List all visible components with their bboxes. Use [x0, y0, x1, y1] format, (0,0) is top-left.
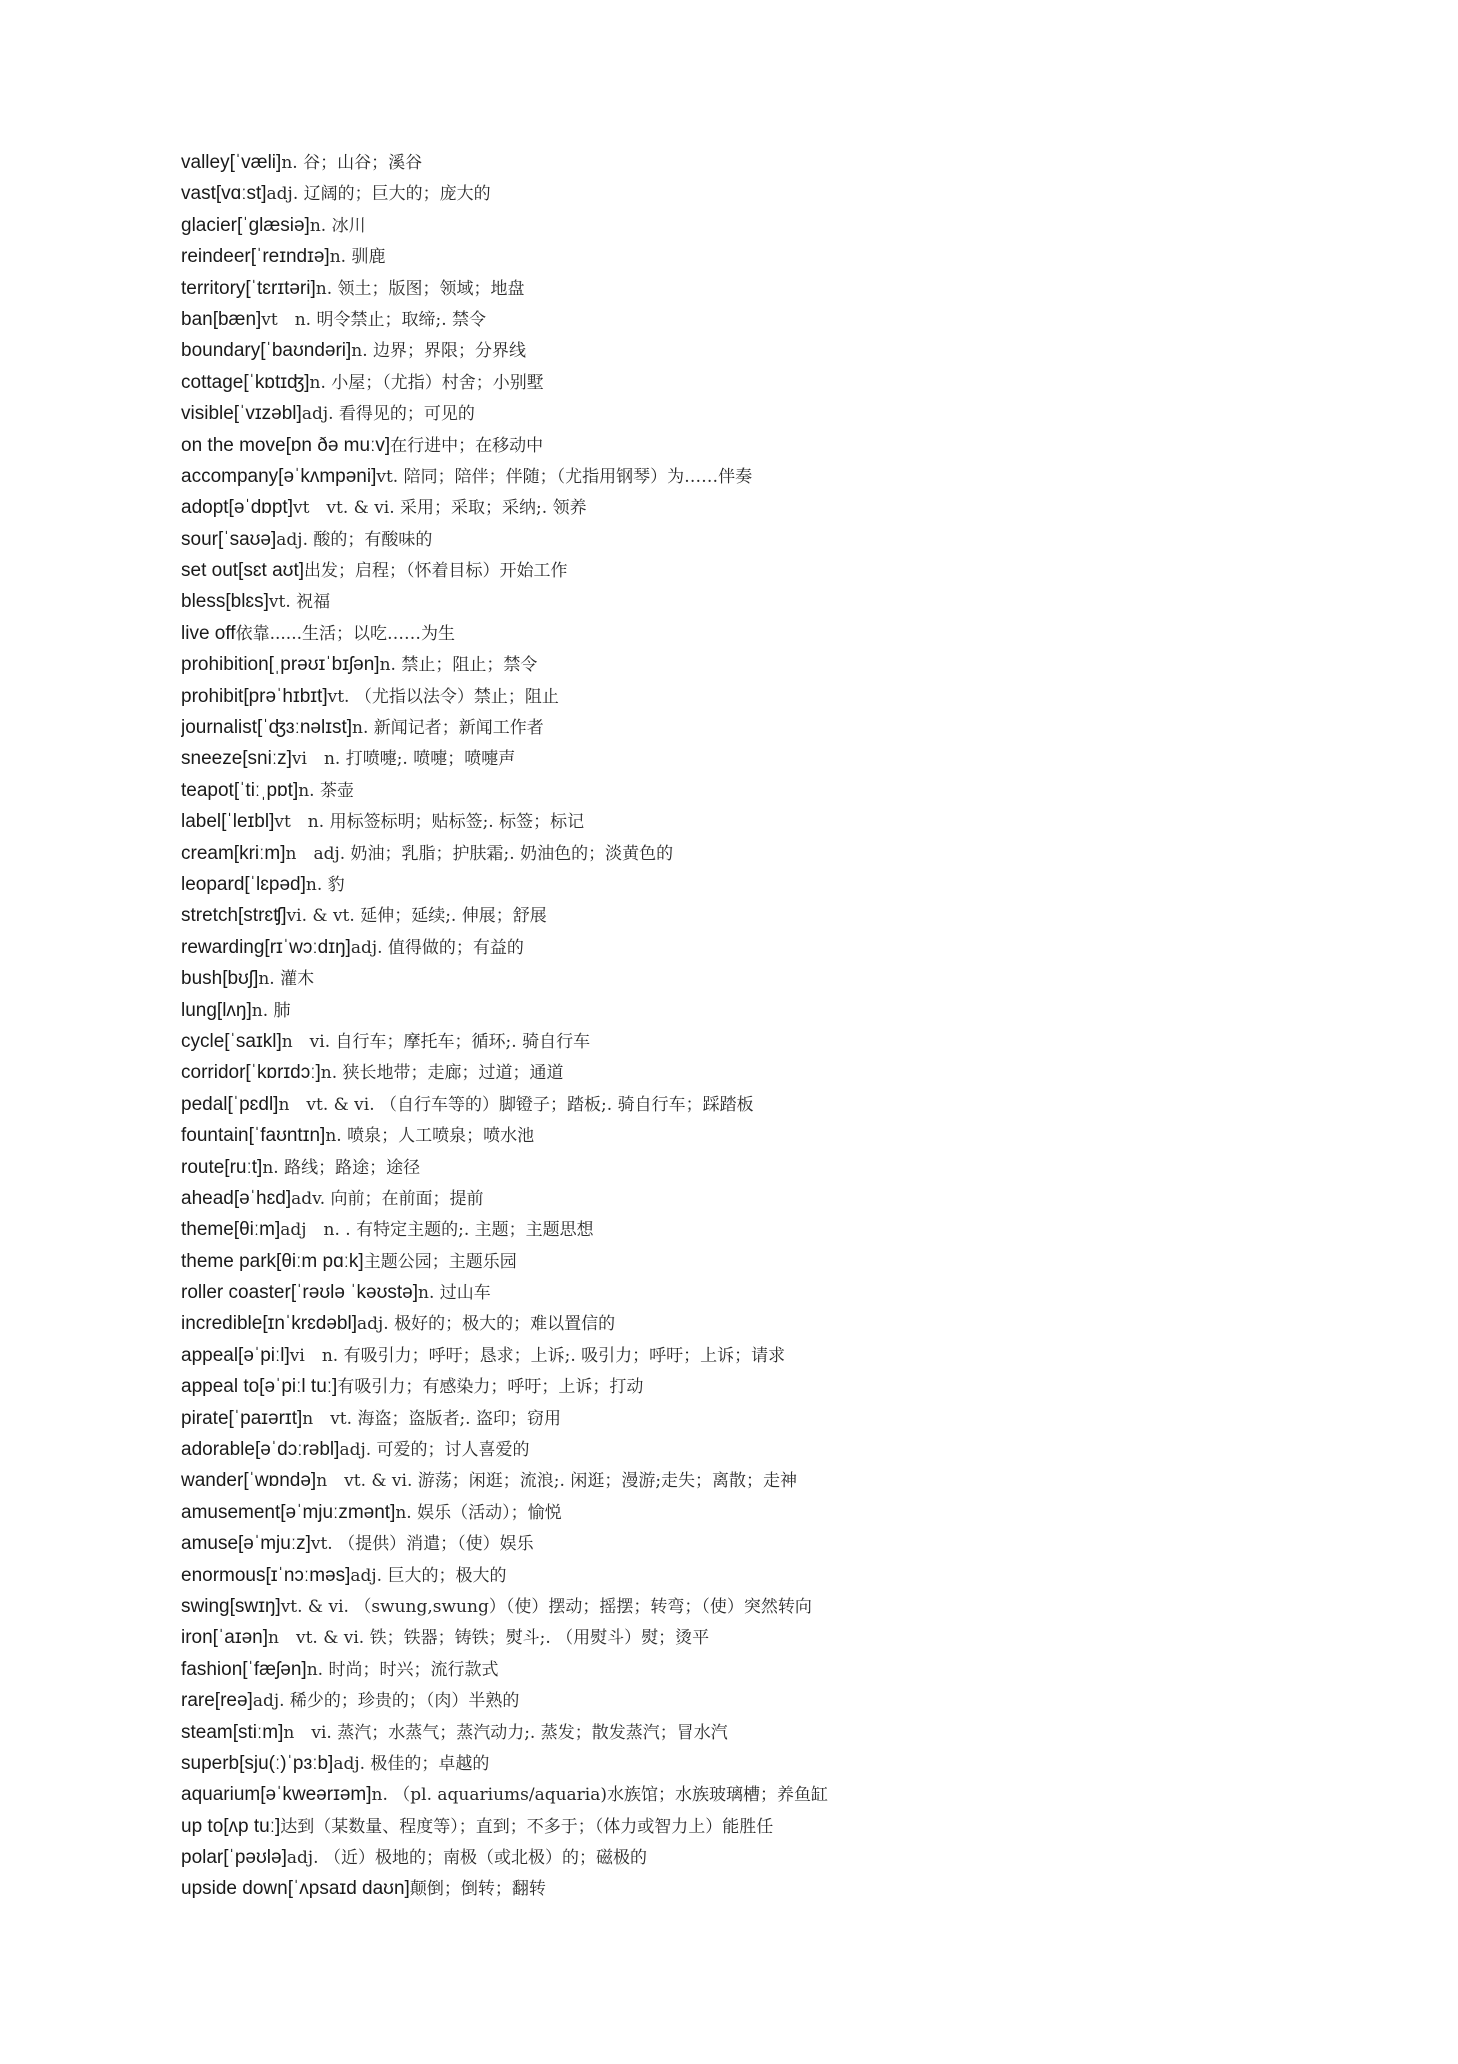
entry-definition: n. 边界；界限；分界线: [351, 341, 527, 362]
entry-term: lung[lʌŋ]: [181, 999, 252, 1021]
entry-term: sneeze[sniːz]: [181, 748, 292, 770]
entry-definition: n adj. 奶油；乳脂；护肤霜;. 奶油色的；淡黄色的: [285, 843, 674, 864]
entry-term: cream[kriːm]: [181, 842, 286, 864]
vocabulary-entry: [181, 681, 1341, 712]
entry-term: accompany[əˈkʌmpəni]: [181, 465, 377, 487]
entry-definition: n. 小屋；（尤指）村舍；小别墅: [309, 372, 544, 393]
entry-term: territory[ˈtɛrɪtəri]: [181, 277, 316, 299]
vocabulary-entry: [181, 1277, 1341, 1308]
entry-term: route[ruːt]: [181, 1156, 263, 1178]
vocabulary-entry: [181, 273, 1341, 304]
entry-term: pedal[ˈpɛdl]: [181, 1093, 279, 1115]
entry-definition: 依靠......生活；以吃……为生: [235, 623, 456, 644]
vocabulary-entry: [181, 1717, 1341, 1748]
entry-term: adorable[əˈdɔːrəbl]: [181, 1439, 340, 1461]
vocabulary-entry: [181, 1842, 1341, 1873]
entry-term: rewarding[rɪˈwɔːdɪŋ]: [181, 936, 351, 958]
entry-definition: vt. & vi. （swung,swung）（使）摆动；摇摆；转弯；（使）突然转向: [280, 1596, 812, 1617]
vocabulary-entry: [181, 1152, 1341, 1183]
entry-term: amusement[əˈmjuːzmənt]: [181, 1501, 396, 1523]
entry-term: rare[reə]: [181, 1690, 253, 1712]
vocabulary-entry: [181, 1026, 1341, 1057]
entry-definition: n. 茶壶: [298, 780, 354, 801]
entry-definition: vt. 祝福: [268, 592, 331, 613]
entry-definition: n. 驯鹿: [329, 247, 386, 268]
vocabulary-entry: [181, 555, 1341, 586]
entry-term: set out[sɛt aʊt]: [181, 560, 305, 582]
entry-term: adopt[əˈdɒpt]: [181, 497, 293, 519]
vocabulary-entry: [181, 1654, 1341, 1685]
entry-definition: vt n. 明令禁止；取缔;. 禁令: [261, 309, 487, 330]
entry-term: leopard[ˈlɛpəd]: [181, 873, 306, 895]
entry-term: upside down[ˈʌpsaɪd daʊn]: [181, 1878, 410, 1900]
entry-definition: n vt. & vi. 游荡；闲逛；流浪;. 闲逛；漫游;走失；离散；走神: [316, 1471, 798, 1492]
entry-definition: vt. 陪同；陪伴；伴随；（尤指用钢琴）为……伴奏: [376, 466, 753, 487]
entry-definition: n. 谷；山谷；溪谷: [281, 153, 423, 173]
vocabulary-entry: [181, 492, 1341, 523]
entry-definition: n. 肺: [251, 1000, 291, 1021]
entry-definition: vt vt. & vi. 采用；采取；采纳;. 领养: [292, 498, 587, 519]
entry-term: swing[swɪŋ]: [181, 1595, 281, 1617]
entry-term: bush[bʊʃ]: [181, 968, 259, 990]
entry-definition: adv. 向前；在前面；提前: [291, 1188, 484, 1209]
vocabulary-entry: [181, 869, 1341, 900]
entry-definition: adj n. . 有特定主题的;. 主题；主题思想: [280, 1220, 594, 1241]
vocabulary-entry: [181, 618, 1341, 649]
entry-definition: n vt. & vi. （自行车等的）脚镫子；踏板;. 骑自行车；踩踏板: [278, 1094, 754, 1115]
entry-definition: n. 新闻记者；新闻工作者: [352, 718, 544, 739]
entry-term: aquarium[əˈkweərɪəm]: [181, 1784, 372, 1806]
entry-definition: n. 时尚；时兴；流行款式: [306, 1659, 499, 1680]
vocabulary-entry: [181, 1811, 1341, 1842]
entry-definition: n. 领土；版图；领域；地盘: [315, 278, 525, 299]
vocabulary-entry: [181, 178, 1341, 209]
vocabulary-entry: [181, 210, 1341, 241]
entry-term: theme[θiːm]: [181, 1219, 281, 1241]
entry-term: journalist[ˈʤɜːnəlɪst]: [181, 717, 353, 739]
entry-definition: n. 路线；路途；途径: [262, 1157, 421, 1178]
entry-term: label[ˈleɪbl]: [181, 811, 275, 833]
vocabulary-entry: [181, 1748, 1341, 1779]
entry-definition: 在行进中；在移动中: [390, 435, 544, 456]
vocabulary-entry: [181, 1685, 1341, 1716]
entry-term: prohibition[ˌprəʊɪˈbɪʃən]: [181, 654, 380, 676]
vocabulary-entry: [181, 430, 1341, 461]
entry-term: reindeer[ˈreɪndɪə]: [181, 246, 330, 268]
vocabulary-entry: [181, 147, 1341, 178]
entry-term: prohibit[prəˈhɪbɪt]: [181, 685, 328, 707]
entry-definition: vi. & vt. 延伸；延续;. 伸展；舒展: [286, 906, 547, 927]
vocabulary-entry: [181, 1434, 1341, 1465]
vocabulary-entry: [181, 304, 1341, 335]
entry-term: enormous[ɪˈnɔːməs]: [181, 1564, 351, 1586]
vocabulary-entry: [181, 1371, 1341, 1402]
vocabulary-entry: [181, 241, 1341, 272]
vocabulary-entry: [181, 1873, 1341, 1904]
entry-definition: 出发；启程；（怀着目标）开始工作: [304, 561, 568, 582]
vocabulary-entry: [181, 712, 1341, 743]
entry-definition: 主题公园；主题乐园: [363, 1251, 517, 1272]
entry-term: visible[ˈvɪzəbl]: [181, 403, 302, 425]
vocabulary-entry: [181, 524, 1341, 555]
vocabulary-entry: [181, 586, 1341, 617]
vocabulary-entry: [181, 649, 1341, 680]
entry-definition: adj. 值得做的；有益的: [350, 937, 524, 958]
entry-definition: n. 灌木: [258, 969, 315, 990]
entry-definition: adj. （近）极地的；南极（或北极）的；磁极的: [286, 1848, 647, 1869]
entry-definition: adj. 巨大的；极大的: [350, 1565, 507, 1586]
entry-term: appeal[əˈpiːl]: [181, 1344, 290, 1366]
entry-definition: n vi. 自行车；摩托车；循环;. 骑自行车: [281, 1031, 591, 1052]
entry-definition: vi n. 打喷嚏;. 喷嚏；喷嚏声: [291, 749, 516, 770]
entry-definition: adj. 可爱的；讨人喜爱的: [339, 1440, 530, 1461]
entry-term: superb[sju(ː)ˈpɜːb]: [181, 1752, 334, 1774]
entry-term: pirate[ˈpaɪərɪt]: [181, 1407, 303, 1429]
vocabulary-entry: [181, 461, 1341, 492]
vocabulary-entry: [181, 743, 1341, 774]
entry-term: on the move[ɒn ðə muːv]: [181, 434, 391, 456]
entry-definition: vt. （提供）消遣；（使）娱乐: [310, 1534, 534, 1555]
entry-definition: adj. 极佳的；卓越的: [333, 1753, 490, 1774]
entry-term: glacier[ˈglæsiə]: [181, 214, 310, 236]
entry-definition: n. （pl. aquariums/aquaria)水族馆；水族玻璃槽；养鱼缸: [371, 1785, 829, 1806]
vocabulary-entry: [181, 775, 1341, 806]
vocabulary-entry: [181, 1622, 1341, 1653]
vocabulary-entry: [181, 1089, 1341, 1120]
entry-definition: n. 狭长地带；走廊；过道；通道: [320, 1063, 564, 1084]
vocabulary-entry: [181, 367, 1341, 398]
entry-definition: vi n. 有吸引力；呼吁；恳求；上诉;. 吸引力；呼吁；上诉；请求: [289, 1345, 786, 1366]
entry-term: iron[ˈaɪən]: [181, 1627, 269, 1649]
entry-term: cottage[ˈkɒtɪʤ]: [181, 371, 310, 393]
vocabulary-entry: [181, 1120, 1341, 1151]
entry-definition: adj. 酸的；有酸味的: [276, 529, 433, 550]
entry-term: stretch[strɛʧ]: [181, 905, 287, 927]
entry-definition: n. 娱乐（活动）；愉悦: [395, 1502, 562, 1523]
entry-term: corridor[ˈkɒrɪdɔː]: [181, 1062, 321, 1084]
entry-definition: n. 冰川: [309, 215, 366, 236]
entry-definition: n. 喷泉；人工喷泉；喷水池: [325, 1126, 535, 1147]
entry-definition: vt. （尤指以法令）禁止；阻止: [327, 686, 559, 707]
entry-term: theme park[θiːm pɑːk]: [181, 1250, 364, 1272]
entry-term: bless[blɛs]: [181, 591, 269, 613]
entry-definition: 颠倒；倒转；翻转: [409, 1879, 546, 1900]
entry-term: incredible[ɪnˈkrɛdəbl]: [181, 1313, 358, 1335]
entry-term: valley[ˈvæli]: [181, 152, 282, 173]
entry-term: boundary[ˈbaʊndəri]: [181, 340, 352, 362]
vocabulary-entry: [181, 1465, 1341, 1496]
entry-term: teapot[ˈtiːˌpɒt]: [181, 779, 299, 801]
vocabulary-entry: [181, 1246, 1341, 1277]
entry-term: polar[ˈpəʊlə]: [181, 1847, 287, 1869]
entry-definition: 达到（某数量、程度等）；直到；不多于；（体力或智力上）能胜任: [280, 1816, 774, 1837]
entry-term: vast[vɑːst]: [181, 183, 267, 205]
vocabulary-entry: [181, 1560, 1341, 1591]
vocabulary-entry: [181, 1497, 1341, 1528]
vocabulary-entry: [181, 1214, 1341, 1245]
entry-definition: n. 过山车: [418, 1283, 491, 1304]
entry-definition: adj. 看得见的；可见的: [301, 404, 475, 425]
vocabulary-entry: [181, 995, 1341, 1026]
vocabulary-entry: [181, 900, 1341, 931]
entry-term: roller coaster[ˈrəʊlə ˈkəʊstə]: [181, 1282, 418, 1304]
entry-definition: 有吸引力；有感染力；呼吁；上诉；打动: [337, 1377, 644, 1398]
vocabulary-list: [181, 147, 1341, 1905]
entry-definition: n vt. & vi. 铁；铁器；铸铁；熨斗;. （用熨斗）熨；烫平: [268, 1628, 710, 1649]
vocabulary-entry: [181, 806, 1341, 837]
entry-definition: n vt. 海盗；盗版者;. 盗印；窃用: [302, 1408, 561, 1429]
vocabulary-entry: [181, 335, 1341, 366]
entry-term: amuse[əˈmjuːz]: [181, 1533, 311, 1555]
entry-term: wander[ˈwɒndə]: [181, 1470, 317, 1492]
entry-term: sour[ˈsaʊə]: [181, 528, 277, 550]
vocabulary-entry: [181, 1779, 1341, 1810]
entry-term: live off: [181, 622, 236, 644]
entry-term: ahead[əˈhɛd]: [181, 1187, 292, 1209]
vocabulary-entry: [181, 1340, 1341, 1371]
vocabulary-entry: [181, 1183, 1341, 1214]
entry-term: steam[stiːm]: [181, 1721, 284, 1743]
entry-definition: n. 豹: [305, 874, 345, 895]
entry-definition: vt n. 用标签标明；贴标签;. 标签；标记: [274, 812, 585, 833]
vocabulary-entry: [181, 1403, 1341, 1434]
vocabulary-entry: [181, 1528, 1341, 1559]
entry-definition: adj. 极好的；极大的；难以置信的: [357, 1314, 616, 1335]
entry-term: fountain[ˈfaʊntɪn]: [181, 1125, 326, 1147]
entry-term: appeal to[əˈpiːl tuː]: [181, 1376, 338, 1398]
vocabulary-entry: [181, 1591, 1341, 1622]
entry-term: cycle[ˈsaɪkl]: [181, 1030, 282, 1052]
vocabulary-entry: [181, 1057, 1341, 1088]
vocabulary-entry: [181, 1308, 1341, 1339]
entry-term: fashion[ˈfæʃən]: [181, 1658, 307, 1680]
entry-definition: n vi. 蒸汽；水蒸气；蒸汽动力;. 蒸发；散发蒸汽；冒水汽: [283, 1722, 728, 1743]
vocabulary-entry: [181, 838, 1341, 869]
vocabulary-entry: [181, 932, 1341, 963]
vocabulary-entry: [181, 398, 1341, 429]
entry-definition: n. 禁止；阻止；禁令: [379, 655, 538, 676]
entry-definition: adj. 辽阔的；巨大的；庞大的: [266, 184, 491, 205]
vocabulary-entry: [181, 963, 1341, 994]
entry-definition: adj. 稀少的；珍贵的；（肉）半熟的: [252, 1691, 520, 1712]
entry-term: ban[bæn]: [181, 308, 262, 330]
entry-term: up to[ʌp tuː]: [181, 1815, 281, 1837]
